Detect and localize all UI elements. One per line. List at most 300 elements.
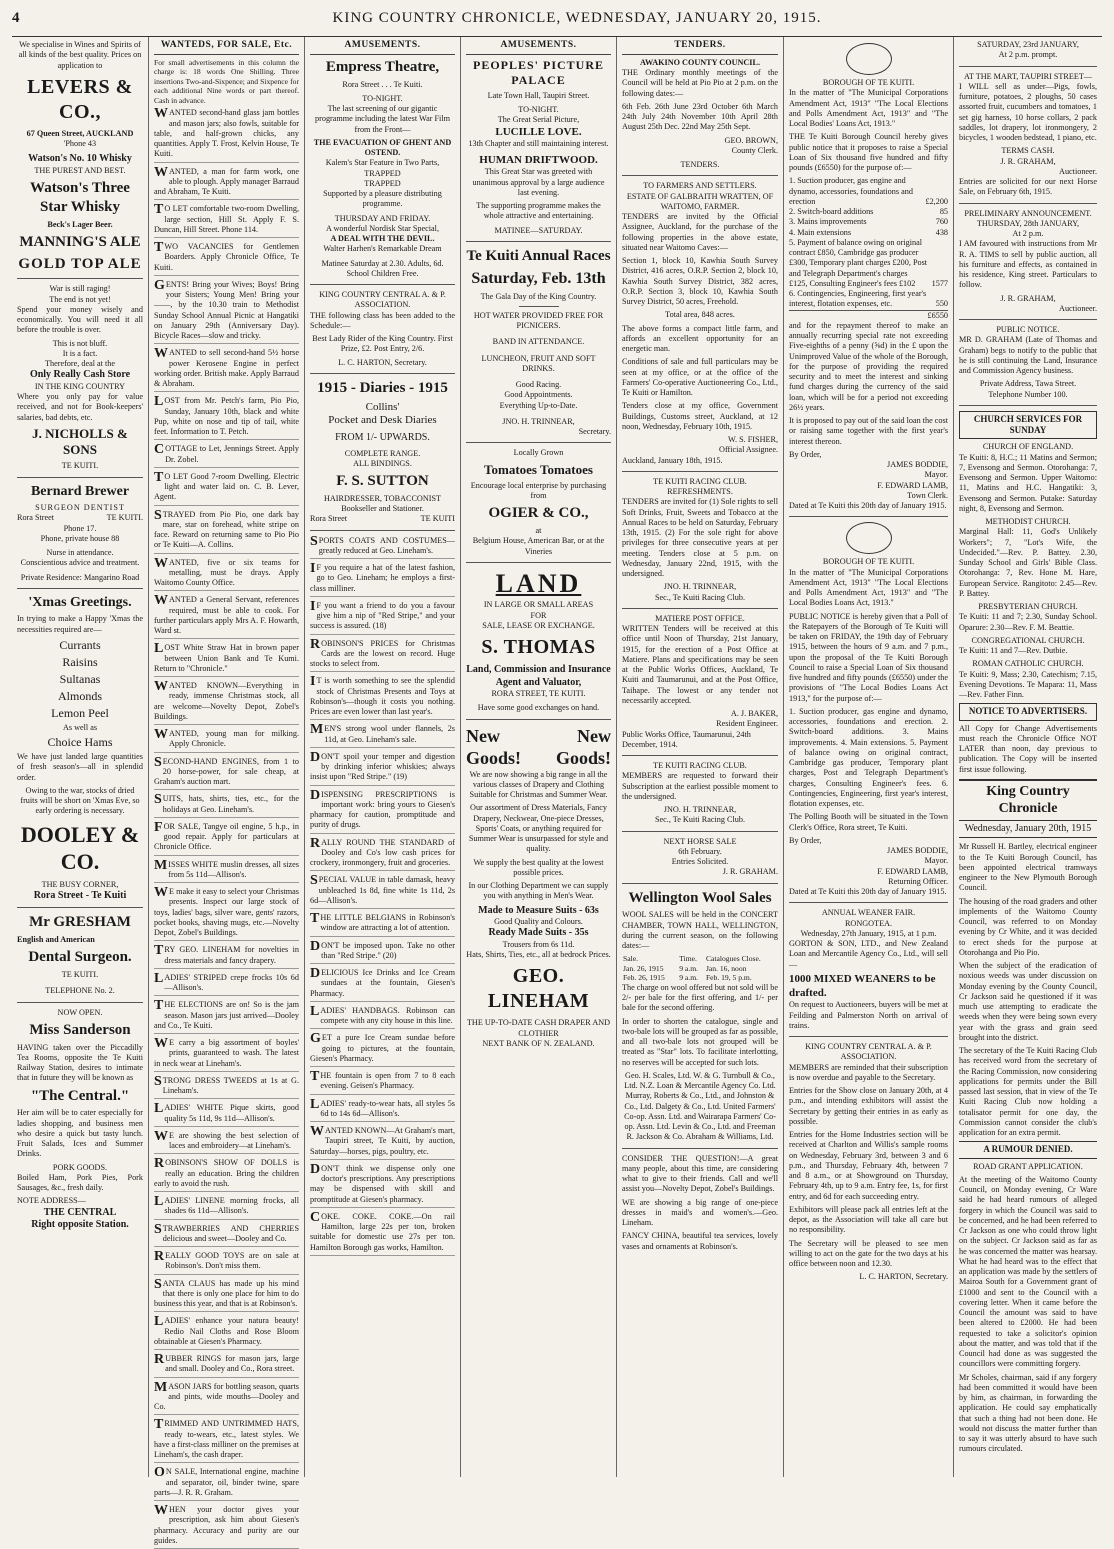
assortment: Our assortment of Dress Materials, Fancy Drapery, Neckwear, One-piece Dresses, Sports' Coats, or anything required for Summer Wear is unsurpassed for style and quality. bbox=[468, 803, 609, 854]
last-screening: The last screening of our gigantic programme including the latest War Film from the Front— bbox=[315, 104, 450, 134]
classified-ad-text: DON'T spoil your temper and digestion by drinking inferior whiskies; always insist upon "Red Stripe." (19) bbox=[310, 749, 455, 782]
classified-ad bbox=[310, 749, 455, 786]
race-date: Saturday, Feb. 13th bbox=[471, 269, 606, 287]
belgium-house: Belgium House, American Bar, or at the Vineries bbox=[472, 536, 605, 556]
estate: ESTATE OF GALBRAITH WRATTEN, OF WAITOMO, FARMER. bbox=[626, 191, 774, 211]
matter: In the matter of "The Municipal Corporations Amendment Act, 1913" "The Local Elections and Polls Amendment Act, 1913" and "The Local Bodies' Loans Act, 1913." bbox=[789, 88, 948, 128]
bookseller: Bookseller and Stationer. bbox=[341, 504, 424, 514]
late-town-hall: Late Town Hall, Taupiri Street. bbox=[487, 90, 590, 100]
by-order: By Order, bbox=[789, 449, 822, 459]
classified-ad bbox=[154, 1038, 299, 1072]
fisher: W. S. FISHER, bbox=[728, 435, 778, 445]
roman-catholic: ROMAN CATHOLIC CHURCH. bbox=[972, 659, 1084, 669]
classified-ad-text: THE ELECTIONS are on! So is the jam season. Mason jars just arrived—Dooley and Co., Te Kuiti. bbox=[154, 998, 299, 1030]
methodist: METHODIST CHURCH. bbox=[985, 517, 1071, 526]
column-4 bbox=[461, 37, 617, 1477]
close: Tenders close at my office, Government Buildings, Customs street, Auckland, at 12 noon, Wednesday, February 10th, 1915. bbox=[622, 401, 778, 431]
classified-ad bbox=[310, 1161, 455, 1208]
sched-h-close: Catalogues Close. bbox=[705, 954, 761, 964]
borough-2: BOROUGH OF TE KUITI. bbox=[822, 557, 915, 567]
mart: AT THE MART, TAUPIRI STREET— bbox=[963, 71, 1093, 81]
purpose-amount: 1577 bbox=[931, 278, 948, 288]
matiere: MATIERE POST OFFICE. bbox=[655, 613, 745, 623]
band: BAND IN ATTENDANCE. bbox=[492, 337, 585, 347]
gala: The Gala Day of the King Country. bbox=[480, 291, 597, 301]
classified-ad-text: WANTED second-hand glass jam bottles and mason jars; also fowls, suitable for table, and half-grown chicks, any quantities. Apply T. Frost, Kelvin House, Te Kuiti. bbox=[154, 106, 299, 159]
exhibitors: Exhibitors will please pack all entries left at the depot, as the Association will take all care but no responsibility. bbox=[789, 1204, 948, 1235]
rd-graham: MR D. GRAHAM (Late of Thomas and Graham) begs to notify to the public that he is still continuing the Land, Insurance and Commission Agency business. bbox=[959, 335, 1097, 375]
weaner-date: Wednesday, 27th January, 1915, at 1 p.m. bbox=[800, 928, 937, 938]
graham-5: J. R. GRAHAM. bbox=[722, 867, 778, 877]
classified-ad bbox=[154, 1316, 299, 1350]
lineham: GEO. LINEHAM bbox=[487, 965, 590, 1013]
levers-intro: We specialise in Wines and Spirits of all kinds of the best quality. Prices on application to bbox=[18, 40, 142, 70]
consider: CONSIDER THE QUESTION!—A great many people, about this time, are considering what to give to their friends. Call and we'll assist you—Novelty Depot, Zobel's Buildings. bbox=[622, 1153, 778, 1194]
levers-name: LEVERS & CO., bbox=[27, 75, 133, 123]
classified-ad-text: DON'T be imposed upon. Take no other than "Red Stripe." (20) bbox=[310, 938, 455, 960]
harton-6: L. C. HARTON, Secretary. bbox=[859, 1272, 948, 1282]
amusements-header-2: AMUSEMENTS. bbox=[466, 40, 611, 55]
classified-ad-text: SPORTS COATS AND COSTUMES—greatly reduced at Geo. Lineham's. bbox=[310, 533, 455, 555]
purpose-text: 2. Switch-board additions bbox=[789, 207, 874, 216]
secretary: Secretary. bbox=[578, 427, 611, 437]
dated-2: Dated at Te Kuiti this 20th day of January 1915. bbox=[789, 887, 947, 896]
mayor: Mayor. bbox=[924, 470, 948, 480]
list-2: 1. Suction producer, gas engine and dynamo, accessories, foundations and erection. 2. Switch-board additions. 3. Mains improvements. 4. Main extensions. 5. Payment of balance owing on original contract, Cambridge gas producer, Temporary plant charges, Post and Telegraph Department's charges, Consulting Engineer's fees. 6. Contingencies, Engineering, first year's interest, flotation expenses, etc. bbox=[789, 706, 948, 808]
classified-ad-text: ON SALE, International engine, machine and separator, oil, binder twine, spare parts—J. R. R. Graham. bbox=[154, 1465, 299, 1497]
item-hams: Choice Hams bbox=[47, 735, 113, 749]
good-racing: Good Racing. bbox=[515, 380, 562, 390]
tonight: TO-NIGHT. bbox=[362, 93, 403, 103]
sections: Section 1, block 10, Kawhia South Survey District, 416 acres, O.R.P. Section 2, block 10, Kawhia South Survey District, 382 acres, O.R.P. Section 3, block 10, Kawhia South Survey District, 50 acres, Freehold. bbox=[622, 256, 778, 307]
classified-ad bbox=[310, 835, 455, 872]
harton: L. C. HARTON, Secretary. bbox=[338, 357, 427, 367]
classified-ad bbox=[154, 277, 299, 345]
ready-made: Ready Made Suits - 35s bbox=[488, 927, 589, 939]
classified-ad-text: LADIES' LINENE morning frocks, all shades 6s 11d—Allison's. bbox=[154, 1194, 299, 1216]
home-industries: Entries for the Home Industries section will be received at Charlton and Willis's sample rooms on Wednesday, February 3rd, between 3 and 6 p.m., and Thursday, February 4th, between 7 and 8 a.m., or at Showground on Thursday, February 4th, up to 9 a.m. Entry fee, 1s, for first entry, and 6d for each succeeding entry. bbox=[789, 1130, 948, 1201]
classified-ad-text: STRAYED from Pio Pio, one dark bay mare, star on forehead, white stripe on face. Reward on returning same to Pio Pio or Te Kuiti—A. Collins. bbox=[154, 507, 299, 550]
wanteds-intro: For small advertisements in this column the charge is: 18 words One Shilling. Three insertions Two-and-Sixpence; and Sixpence for each additional Nine words or part thereof. Cash in advance. bbox=[154, 57, 299, 105]
central-caps: THE CENTRAL bbox=[43, 1206, 117, 1218]
private-address: Private Address, Tawa Street. bbox=[979, 379, 1077, 389]
request: On request to Auctioneers, buyers will be met at Feilding and Palmerston North on arrival of trains. bbox=[789, 1000, 948, 1030]
purpose-text: 3. Mains improvements bbox=[789, 217, 867, 227]
next-bank: NEXT BANK OF N. ZEALAND. bbox=[482, 1038, 595, 1048]
classified-ad-text: THE fountain is open from 7 to 8 each evening. Geisen's Pharmacy. bbox=[310, 1069, 455, 1091]
clothing: In our Clothing Department we can supply you with anything in Men's Wear. bbox=[468, 881, 609, 901]
classified-ad-text: RALLY ROUND THE STANDARD of Dooley and Co's low cash prices for crockery, ironmongery, fruit and groceries. bbox=[310, 835, 455, 868]
purpose-text: 5. Payment of balance owing on original contract £850, Cambridge gas producer £300, Temporary plant charges £200, Post and Telegraph Department's charges £125, Consulting Engineer's fees £102 bbox=[789, 237, 928, 288]
sutton: F. S. SUTTON bbox=[336, 473, 429, 490]
classified-ad-text: TO LET comfortable two-room Dwelling, large section, Hill St. Apply F. S. Duncan, Hill Street. Phone 114. bbox=[154, 202, 299, 234]
secretary-gate: The Secretary will be pleased to see men willing to act on the gate for the two days at his office between noon and 12.30. bbox=[789, 1238, 948, 1268]
classified-ad bbox=[154, 1276, 299, 1313]
classified-ad-text: LOST from Mr. Petch's farm, Pio Pio, Sunday, January 10th, black and white Pup, white on nose and tip of tail, white feet. Information to T. Petch. bbox=[154, 394, 299, 437]
classified-ad bbox=[310, 913, 455, 937]
col3-ads-list bbox=[310, 533, 455, 1256]
classified-ad-text: DELICIOUS Ice Drinks and Ice Cream sundaes at the fountain, Giesen's Pharmacy. bbox=[310, 966, 455, 998]
the-central: "The Central." bbox=[30, 1087, 130, 1104]
classified-ad bbox=[154, 204, 299, 238]
awakino: AWAKINO COUNTY COUNCIL. bbox=[639, 57, 760, 67]
at-2pm: At 2 p.m. prompt. bbox=[998, 50, 1058, 60]
private-residence: Private Residence: Mangarino Road bbox=[20, 572, 140, 582]
purest: THE PUREST AND BEST. bbox=[34, 165, 126, 175]
luncheon: LUNCHEON, FRUIT AND SOFT DRINKS. bbox=[481, 353, 596, 373]
page-number: 4 bbox=[12, 10, 21, 26]
classified-ad bbox=[154, 887, 299, 941]
borough-seal-icon bbox=[846, 43, 892, 75]
nordisk: A wonderful Nordisk Star Special, bbox=[325, 223, 439, 233]
nurse: Nurse in attendance. bbox=[46, 548, 114, 557]
classified-ad-text: WE are showing the best selection of laces and embroidery—at Lineham's. bbox=[154, 1128, 299, 1151]
thu-28: THURSDAY, 28th JANUARY, bbox=[976, 218, 1080, 228]
sched-cell: 9 a.m. bbox=[679, 963, 699, 973]
trapped1: TRAPPED bbox=[364, 168, 401, 178]
classified-ad-text: ROBINSON'S SHOW OF DOLLS is really an education. Bring the children early to avoid the rush. bbox=[154, 1156, 299, 1188]
classified-ad-text: IF you want a friend to do you a favour give him a nip of "Red Stripe," and your success is assured. (18) bbox=[310, 598, 455, 631]
dental: Dental Surgeon. bbox=[28, 949, 132, 966]
item-almonds: Almonds bbox=[57, 688, 102, 703]
housing: The housing of the road graders and other implements of the Waitomo County Council, was referred to on Monday evening by Cr White, and it was decided to erect sheds for the purpose at Otorohanga and Pio Pio. bbox=[959, 896, 1097, 957]
classified-ad bbox=[310, 1209, 455, 1256]
classified-ad bbox=[310, 968, 455, 1002]
wanteds-list bbox=[154, 108, 299, 1549]
from-price: FROM 1/- UPWARDS. bbox=[335, 432, 430, 444]
official-assignee: Official Assignee. bbox=[719, 445, 778, 455]
classified-ad-text: SANTA CLAUS has made up his mind that there is only one place for him to do business this year, and that is at Robinson's. bbox=[154, 1276, 299, 1309]
classified-ad bbox=[154, 1128, 299, 1155]
sched-h-time: Time. bbox=[679, 954, 697, 964]
sanderson-text: HAVING taken over the Piccadilly Tea Rooms, opposite the Te Kuiti Railway Station, desires to intimate that in future they will be known as bbox=[17, 1042, 143, 1083]
thomas-rora: RORA STREET, TE KUITI. bbox=[491, 689, 586, 699]
show-entries: Entries for the Show close on January 20th, at 4 p.m., and intending exhibitors will assist the Secretary by getting their entries in as early as possible. bbox=[789, 1086, 948, 1126]
complete-range: COMPLETE RANGE. bbox=[344, 448, 421, 458]
polling: The Polling Booth will be situated in the Town Clerk's Office, Rora street, Te Kuiti. bbox=[789, 812, 948, 832]
county-clerk: County Clerk. bbox=[731, 145, 778, 155]
therefore: Therefore, deal at the bbox=[44, 359, 115, 368]
item-sultanas: Sultanas bbox=[59, 671, 101, 686]
auctioneer-7: Auctioneer. bbox=[1059, 166, 1097, 176]
purpose-amount: £2,200 bbox=[925, 196, 948, 206]
land-commission: Land, Commission and Insurance Agent and Valuator, bbox=[466, 664, 611, 688]
classified-ad-text: WANTED a General Servant, references required, must be able to cook. For further particulars apply Mrs A. F. Howarth, Ward st. bbox=[154, 593, 299, 636]
purpose-text: 1. Suction producer, gas engine and dynamo, accessories, foundations and erection bbox=[789, 176, 913, 206]
tomatoes: Tomatoes Tomatoes bbox=[484, 461, 593, 477]
classified-ad-text: LADIES' ready-to-wear hats, all styles 5s 6d to 14s 6d—Allison's. bbox=[310, 1096, 455, 1118]
spend: Spend your money wisely and economically. You will need it all before the trouble is over. bbox=[17, 304, 143, 335]
tk: TE KUITI. bbox=[61, 970, 99, 979]
racing-club-7: The secretary of the Te Kuiti Racing Club has received word from the secretary of the Racing Commission, now considering applications for permits under the Bill passed last session, that in view of the Te Kuiti Racing Club now holding a totalisator permit for one day, the Commission cannot consider the club's application for an extra permit. bbox=[959, 1046, 1097, 1137]
purpose-amount: 85 bbox=[939, 207, 948, 216]
road-grant: ROAD GRANT APPLICATION. bbox=[973, 1161, 1083, 1171]
at: at bbox=[535, 526, 542, 536]
classified-ad-text: WHEN your doctor gives your prescription, ask him about Giesen's pharmacy. Accuracy and purity are our guides. bbox=[154, 1503, 299, 1545]
kc-chronicle-date: Wednesday, January 20th, 1915 bbox=[959, 823, 1097, 839]
classified-ad-text: SECOND-HAND ENGINES, from 1 to 20 horse-power, for sale cheap, at Graham's auction mart. bbox=[154, 754, 299, 787]
fancy-china: FANCY CHINA, beautiful tea services, lovely vases and ornaments at Robinson's. bbox=[622, 1231, 778, 1251]
classified-ad-text: WANTED KNOWN—Everything in ready, immense Christmas stock, all are welcome—Novelty Depot, Zobel's Buildings. bbox=[154, 679, 299, 721]
locally: Locally Grown bbox=[513, 448, 564, 458]
pork-text: Boiled Ham, Pork Pies, Pork Sausages, &c., fresh daily. bbox=[17, 1172, 143, 1192]
aim: Her aim will be to cater especially for ladies shopping, and business men who desire a quick but tasty lunch. Fruit Salads, Ices and Summer Drinks. bbox=[17, 1108, 143, 1159]
presby-text: Te Kuiti: 11 and 7; 2.30, Sunday School. Oparure: 2.30—Rev. F. M. Beattie. bbox=[959, 612, 1097, 632]
classified-ad bbox=[310, 563, 455, 597]
public-notice: PUBLIC NOTICE is hereby given that a Poll of the Ratepayers of the Borough of Te Kuiti will be taken on FRIDAY, the 19th day of February 1915, between the hours of 9 a.m. and 7 p.m., upon the proposal of the Te Kuiti Borough Council to raise a Special Loan of Six thousand five hundred and fifty pounds (£6550) under the provisions of "The Local Bodies Loans Act 1913," for the purpose of:— bbox=[789, 611, 948, 703]
kcc-assoc: KING COUNTRY CENTRAL A. & P. ASSOCIATION. bbox=[319, 290, 446, 310]
trinnear-5b: JNO. H. TRINNEAR, bbox=[663, 805, 737, 815]
item-lemon-peel: Lemon Peel bbox=[51, 705, 109, 720]
war2: The end is not yet! bbox=[49, 294, 111, 304]
human-driftwood: HUMAN DRIFTWOOD. bbox=[479, 153, 598, 166]
refreshments-text: TENDERS are invited for (1) Sole rights to sell Soft Drinks, Fruit, Sweets and Tobacco at the Annual Races to be held on Saturday, February 13th, 1915. (2) For the sole right for above privileges for three consecutive years at per meeting. Tenders close at 5 p.m. on Wednesday, January 22nd, 1915, with the undersigned. bbox=[622, 497, 778, 579]
tenders-sub: TENDERS. bbox=[680, 160, 720, 170]
classified-ad-text: MISSES WHITE muslin dresses, all sizes from 5s 11d—Allison's. bbox=[154, 857, 299, 879]
bartley: Mr Russell H. Bartley, electrical engineer to the Te Kuiti Borough Council, has been appointed electrical tramways engineer to the New Plymouth Borough Council. bbox=[959, 842, 1097, 893]
will-sell: I WILL sell as under—Pigs, fowls, furniture, potatoes, 2 ploughs, 50 cases assorted fruit, cucumbers and tomatoes, 1 set gig harness, 10 horse collars, 2 pack saddles, lot drapery, lot ironmongery, 2 bicycles, 1 wooden bedstead, 1 piano, etc. bbox=[959, 81, 1097, 142]
ordinary: THE Ordinary monthly meetings of the Council will be held at Pio Pio at 2 p.m. on the following dates:— bbox=[622, 68, 778, 98]
classified-ad bbox=[154, 729, 299, 753]
wool-order: In order to shorten the catalogue, single and two-bale lots will be grouped as far as possible, and all two-bale lots not grouped will be treated as "Star" lots. To facilitate interlotting, no reserves will be accepted for such lots. bbox=[622, 1016, 778, 1067]
new-2: New bbox=[577, 725, 611, 746]
sched-cell: Jan. 16, noon bbox=[705, 963, 747, 973]
classified-ad-text: TO LET Good 7-room Dwelling. Electric light and water laid on. C. B. Lever, Agent. bbox=[154, 469, 299, 502]
classified-ad-text: LADIES' HANDBAGS. Robinson can compete with any city house in this line. bbox=[310, 1003, 455, 1026]
meeting: At the meeting of the Waitomo County Council, on Monday evening, Cr Ware said he had heard rumours of alleged forgery in which the Council was said to be concerned, and he had been referred to Cr Jackson as one who could throw light on the subject. Cr Jackson said as far as he was concerned the matter was hearsay. What he had heard was to the effect that an application was made by the settlers of Mairoa South for a Government grant of £1000 and sent to the Council with a covering letter. When it came before the Council the amount was said to have been altered to £2000. He had been requested to take a solicitor's opinion about the matter, and was told that if the Council had done as was suggested the councillors were committing forgery. bbox=[959, 1174, 1097, 1369]
classified-ad bbox=[310, 1126, 455, 1160]
everything: Everything Up-to-Date. bbox=[499, 400, 578, 410]
telephone-100: Telephone Number 100. bbox=[988, 389, 1068, 399]
purposes-list bbox=[789, 176, 948, 309]
returning: Returning Officer. bbox=[888, 876, 948, 886]
borough: BOROUGH OF TE KUITI. bbox=[822, 78, 915, 87]
telephone: TELEPHONE No. 2. bbox=[45, 986, 115, 996]
presbyterian: PRESBYTERIAN CHURCH. bbox=[978, 602, 1078, 611]
wool-text: WOOL SALES will be held in the CONCERT CHAMBER, TOWN HALL, WELLINGTON, during the current season, on the following dates:— bbox=[622, 910, 778, 951]
classified-ad-text: DISPENSING PRESCRIPTIONS is important work: bring yours to Giesen's pharmacy for caution, promptitude and purity of drugs. bbox=[310, 787, 455, 830]
next-horse-sale: NEXT HORSE SALE bbox=[663, 836, 737, 846]
empress-addr: Rora Street . . . Te Kuiti. bbox=[342, 79, 423, 89]
range: WE are showing a big range of one-piece dresses in maid's and women's.—Geo. Lineham. bbox=[622, 1197, 778, 1228]
classified-ad-text: IF you require a hat of the latest fashion, go to Geo. Lineham; he employs a first-class milliner. bbox=[310, 561, 455, 593]
resident-engineer: Resident Engineer. bbox=[716, 719, 778, 729]
classified-ad-text: LADIES' WHITE Pique skirts, good quality 5s 11d, 9s 11d—Allison's. bbox=[154, 1101, 299, 1123]
classified-ad bbox=[154, 1158, 299, 1192]
invited: TENDERS are invited by the Official Assignee, Auckland, for the purchase of the following properties in the above estate, situated near Waitomo Caves:— bbox=[622, 212, 778, 252]
brewer: Bernard Brewer bbox=[30, 483, 130, 499]
total-area: Total area, 848 acres. bbox=[665, 310, 735, 320]
classified-ad bbox=[310, 724, 455, 748]
sched-cell: Feb. 19, 5 p.m. bbox=[705, 973, 752, 983]
classified-ad-text: WE make it easy to select your Christmas presents. Inspect our large stock of toys, ladies' bags, silver ware, gents' razors, pocket books, shaving mugs, etc.—Novelty Depot, Zobel's Buildings. bbox=[154, 885, 299, 938]
harhen: Walter Harhen's Remarkable Dream bbox=[323, 244, 442, 254]
goldtop: GOLD TOP ALE bbox=[18, 255, 142, 272]
council-notice: THE Te Kuiti Borough Council hereby gives public notice that it proposes to raise a Special Loan of Six thousand five hundred and fifty pounds (£6550) for the purpose of:— bbox=[789, 132, 948, 172]
measure: Made to Measure Suits - 63s bbox=[478, 904, 599, 916]
dated: Dated at Te Kuiti this 20th day of January 1915. bbox=[789, 501, 947, 510]
purpose-amount: 550 bbox=[935, 299, 948, 309]
item-raisins: Raisins bbox=[62, 654, 98, 669]
levers-address: 67 Queen Street, AUCKLAND bbox=[26, 128, 134, 138]
roman-text: Te Kuiti: 9, Mass; 2.30, Catechism; 7.15, Evening Devotions. Te Mapara: 11, Mass—Rev. Father Finn. bbox=[959, 669, 1097, 699]
sanderson: Miss Sanderson bbox=[29, 1021, 131, 1038]
classified-ad bbox=[154, 108, 299, 162]
feb6: 6th February. bbox=[678, 846, 722, 856]
classified-ad bbox=[154, 945, 299, 969]
classified-ad bbox=[154, 1251, 299, 1275]
hats: Hats, Shirts, Ties, etc., all at bedrock Prices. bbox=[466, 950, 611, 960]
rora-town: TE KUITI. bbox=[106, 513, 143, 523]
purpose-amount: 438 bbox=[935, 227, 948, 237]
sched-h-sale: Sale. bbox=[623, 954, 638, 964]
baker: A. J. BAKER, bbox=[730, 709, 778, 719]
cash-store: Only Really Cash Store bbox=[29, 369, 131, 381]
good-quality: Good Quality and Colours. bbox=[494, 917, 583, 927]
proposed: It is proposed to pay out of the said loan the cost or raising same together with the first year's interest thereon. bbox=[789, 416, 948, 446]
classified-ad bbox=[310, 1033, 455, 1067]
gorton: GORTON & SON, LTD., and New Zealand Loan and Mercantile Agency Co., Ltd., will sell— bbox=[789, 939, 948, 969]
classified-ad-text: COKE. COKE. COKE.—On rail Hamilton, large 22s per ton, broken suitable for domestic use 27s per ton. Hamilton Borough gas works, Hamilton. bbox=[310, 1209, 455, 1252]
classified-ad bbox=[154, 164, 299, 201]
classified-ad-text: WANTED to sell second-hand 5½ horse power Kerosene Engine in perfect working order. British make. Apply Barraud & Abraham. bbox=[154, 346, 299, 389]
wellington-wool: Wellington Wool Sales bbox=[628, 889, 772, 906]
lamb-2: F. EDWARD LAMB, bbox=[877, 866, 948, 876]
opposite-station: Right opposite Station. bbox=[31, 1219, 129, 1230]
uptodate: THE UP-TO-DATE CASH DRAPER AND CLOTHIER bbox=[466, 1018, 611, 1038]
consc: Conscientious advice and treatment. bbox=[20, 558, 140, 568]
diaries: 1915 - Diaries - 1915 bbox=[317, 379, 448, 396]
kc-chronicle-mast: King Country Chronicle bbox=[959, 779, 1097, 821]
column-1 bbox=[12, 37, 149, 1477]
classified-ad bbox=[154, 970, 299, 997]
classified-ad-text: TWO VACANCIES for Gentlemen Boarders. Apply Chronicle Office, Te Kuiti. bbox=[154, 240, 299, 272]
boddie-2: JAMES BODDIE, bbox=[887, 846, 948, 855]
classified-ad-text: LADIES' enhance your natura beauty! Redio Nail Cloths and Rose Bloom obtainable at Giesen's Pharmacy. bbox=[154, 1314, 299, 1346]
auctioneer-7b: Auctioneer. bbox=[1059, 303, 1097, 313]
chapter: 13th Chapter and still maintaining interest. bbox=[468, 139, 609, 149]
entries-solicited: Entries Solicited. bbox=[671, 857, 729, 867]
classified-ad bbox=[154, 348, 299, 392]
becks: Beck's Lager Beer. bbox=[47, 219, 113, 229]
classified-ad-text: WANTED KNOWN—At Graham's mart, Taupiri street, Te Kuiti, by auction, Saturday—horses, pigs, poultry, etc. bbox=[310, 1124, 455, 1156]
collins: Collins' bbox=[365, 400, 400, 413]
phone17: Phone 17. bbox=[63, 523, 97, 533]
watson10: Watson's No. 10 Whisky bbox=[28, 153, 132, 165]
classified-ad-text: WANTED, young man for milking. Apply Chronicle. bbox=[154, 727, 299, 749]
classified-ad bbox=[154, 1000, 299, 1034]
reminded: MEMBERS are reminded that their subscription is now overdue and payable to the Secretary. bbox=[789, 1062, 948, 1082]
church-england: CHURCH OF ENGLAND. bbox=[982, 442, 1074, 452]
classified-ad bbox=[154, 819, 299, 856]
hairdresser: HAIRDRESSER, TOBACCONIST bbox=[323, 493, 442, 503]
sched-cell: Jan. 26, 1915 bbox=[623, 963, 664, 973]
eradication: When the subject of the eradication of noxious weeds was under discussion on Monday evening by the County Council, Cr Jackson said he questioned if it was much use attempting to eradicate the weeds when they were being sown every year with the grass and grain seed brought into the district. bbox=[959, 961, 1097, 1042]
mannings: MANNING'S ALE bbox=[19, 233, 141, 250]
best-lady: Best Lady Rider of the King Country. First Prize, £2. Post Entry, 2/6. bbox=[312, 334, 453, 354]
classified-ad bbox=[310, 533, 455, 560]
congreg-text: Te Kuiti: 11 and 7—Rev. Dutbie. bbox=[959, 646, 1068, 655]
pwo: Public Works Office, Taumarunui, 24th December, 1914. bbox=[622, 729, 751, 749]
refreshments: REFRESHMENTS. bbox=[667, 487, 733, 497]
ogier: OGIER & CO., bbox=[488, 505, 589, 522]
empress: Empress Theatre, bbox=[325, 58, 440, 75]
sutton-town: TE KUITI bbox=[420, 514, 455, 524]
classified-ad-text: GENTS! Bring your Wives; Boys! Bring your Sisters; Young Men! Bring your——, by the 10.30 train to Methodist Sunday School Annual Picnic at Hangatiki on January 29th (Anniversary Day). Bicycle Races—slow and tricky. bbox=[154, 277, 299, 341]
members: MEMBERS are requested to forward their Subscription at the earliest possible moment to the undersigned. bbox=[622, 771, 778, 801]
classified-ad bbox=[154, 1419, 299, 1463]
matter-2: In the matter of "The Municipal Corporations Amendment Act, 1913" "The Local Elections and Polls Amendment Act, 1913" and "The Local Bodies Loans Act, 1913." bbox=[789, 567, 948, 608]
matinee-saturday: MATINEE—SATURDAY. bbox=[494, 225, 583, 235]
classified-ad-text: TRY GEO. LINEHAM for novelties in dress materials and fancy drapery. bbox=[154, 943, 299, 965]
column-6 bbox=[784, 37, 954, 1477]
classified-ad bbox=[154, 1196, 299, 1220]
classified-ad-text: MASON JARS for bottling season, quarts and pints, wide mouths—Dooley and Co. bbox=[154, 1379, 299, 1412]
areas: IN LARGE OR SMALL AREAS bbox=[483, 600, 594, 610]
thursday-friday: THURSDAY AND FRIDAY. bbox=[334, 213, 431, 223]
owing: Owing to the war, stocks of dried fruits will be short on 'Xmas Eve, so early ordering is necessary. bbox=[20, 785, 140, 816]
meeting-dates: 6th Feb. 26th June 23rd October 6th March 24th July 24th November 10th April 28th August 25th Dec. 22nd May 25th Sept. bbox=[622, 101, 778, 132]
at-2pm-b: At 2 p.m. bbox=[1012, 229, 1044, 238]
purpose-row bbox=[789, 207, 948, 217]
sched-cell: 9 a.m. bbox=[679, 973, 699, 983]
great-star: This Great Star was greeted with unanimous approval by a large audience last evening. bbox=[472, 167, 605, 197]
classified-ad bbox=[154, 1379, 299, 1416]
in-king: IN THE KING COUNTRY bbox=[34, 381, 126, 391]
levers-phone: 'Phone 43 bbox=[63, 139, 97, 148]
kalem: Kalem's Star Feature in Two Parts, bbox=[325, 158, 440, 168]
borough-seal-icon-2 bbox=[846, 522, 892, 554]
terms-cash: TERMS CASH. bbox=[1001, 146, 1055, 156]
graham-7b: J. R. GRAHAM, bbox=[1000, 293, 1056, 303]
town-clerk: Town Clerk. bbox=[907, 490, 948, 500]
column-5 bbox=[617, 37, 784, 1477]
england-text: Te Kuiti: 8, H.C.; 11 Matins and Sermon; 7, Evensong and Sermon. Otorohanga: 7, Evensong and Sermon. Upper Waitomo: 11, Matins and H.C. Hangatiki: 3, Evensong and Sermon. Putake: Saturday night, 8, Evensong and Sermon. bbox=[959, 452, 1097, 513]
classified-ad-text: RUBBER RINGS for mason jars, large and small. Dooley and Co., Rora street. bbox=[154, 1352, 299, 1374]
now-open: NOW OPEN. bbox=[57, 1007, 103, 1017]
encourage: Encourage local enterprise by purchasing from bbox=[470, 480, 607, 501]
classified-ad bbox=[154, 1073, 299, 1100]
classified-ad bbox=[154, 507, 299, 554]
written: WRITTEN Tenders will be received at this office until Noon of Thursday, 21st January, 1915, for the erection of a Post Office at Matiere. Plans and specifications may be seen at the Public Works Offices, Auckland, Te Kuiti and Taumarunui, and at the Post Office, Taihape. The lowest or any tender not necessarily accepted. bbox=[622, 624, 778, 705]
classified-ad bbox=[154, 242, 299, 276]
purpose-row bbox=[789, 238, 948, 289]
classes: THE following class has been added to the Schedule:— bbox=[310, 310, 455, 330]
classified-ad bbox=[310, 1003, 455, 1030]
trapped2: TRAPPED bbox=[364, 178, 401, 188]
classified-ad-text: SUITS, hats, shirts, ties, etc., for the holidays at Geo. Lineham's. bbox=[154, 792, 299, 814]
lamb: F. EDWARD LAMB, bbox=[877, 480, 948, 490]
english: English and American bbox=[17, 935, 95, 944]
annual-races: Te Kuiti Annual Races bbox=[466, 247, 611, 264]
graham-7: J. R. GRAHAM, bbox=[1000, 156, 1056, 166]
peoples-picture-palace: PEOPLES' PICTURE PALACE bbox=[472, 57, 605, 87]
thomas: S. THOMAS bbox=[481, 636, 596, 659]
classified-ad bbox=[154, 1103, 299, 1127]
church-services: CHURCH SERVICES FOR SUNDAY bbox=[959, 411, 1097, 440]
scholes: Mr Scholes, chairman, said if any forgery had been committed it would have been by him, as chairman, in forwarding the application. He could say emphatically that such a thing had not been done. He would not discuss the matter further than to say it was utterly absurd to have such rumours circulated. bbox=[959, 1372, 1097, 1454]
public-notice-7: PUBLIC NOTICE. bbox=[996, 325, 1060, 334]
classified-ad-text: WANTED, five or six teams for metalling, must be drays. Apply Waitomo County Office. bbox=[154, 555, 299, 588]
classified-ad bbox=[154, 857, 299, 884]
wanteds-header: WANTEDS, FOR SALE, Etc. bbox=[154, 40, 299, 55]
methodist-text: Marginal Hall: 11, God's Unlikely Workers"; 7, "Lot's Wife, the Undecided."—Rev. P. Battey. 2.30, Sunday School and Girls' Bible Class. Otorohanga: 7, Rev. Hone M. Hare, European Service. Rangitoto: 2.45—Rev. P. Battey. bbox=[959, 527, 1097, 598]
sat-23: SATURDAY, 23rd JANUARY, bbox=[977, 40, 1079, 49]
classified-ad bbox=[310, 1096, 455, 1123]
purpose-row bbox=[789, 289, 948, 310]
xmas: 'Xmas Greetings. bbox=[28, 594, 132, 610]
classified-ad bbox=[310, 636, 455, 673]
